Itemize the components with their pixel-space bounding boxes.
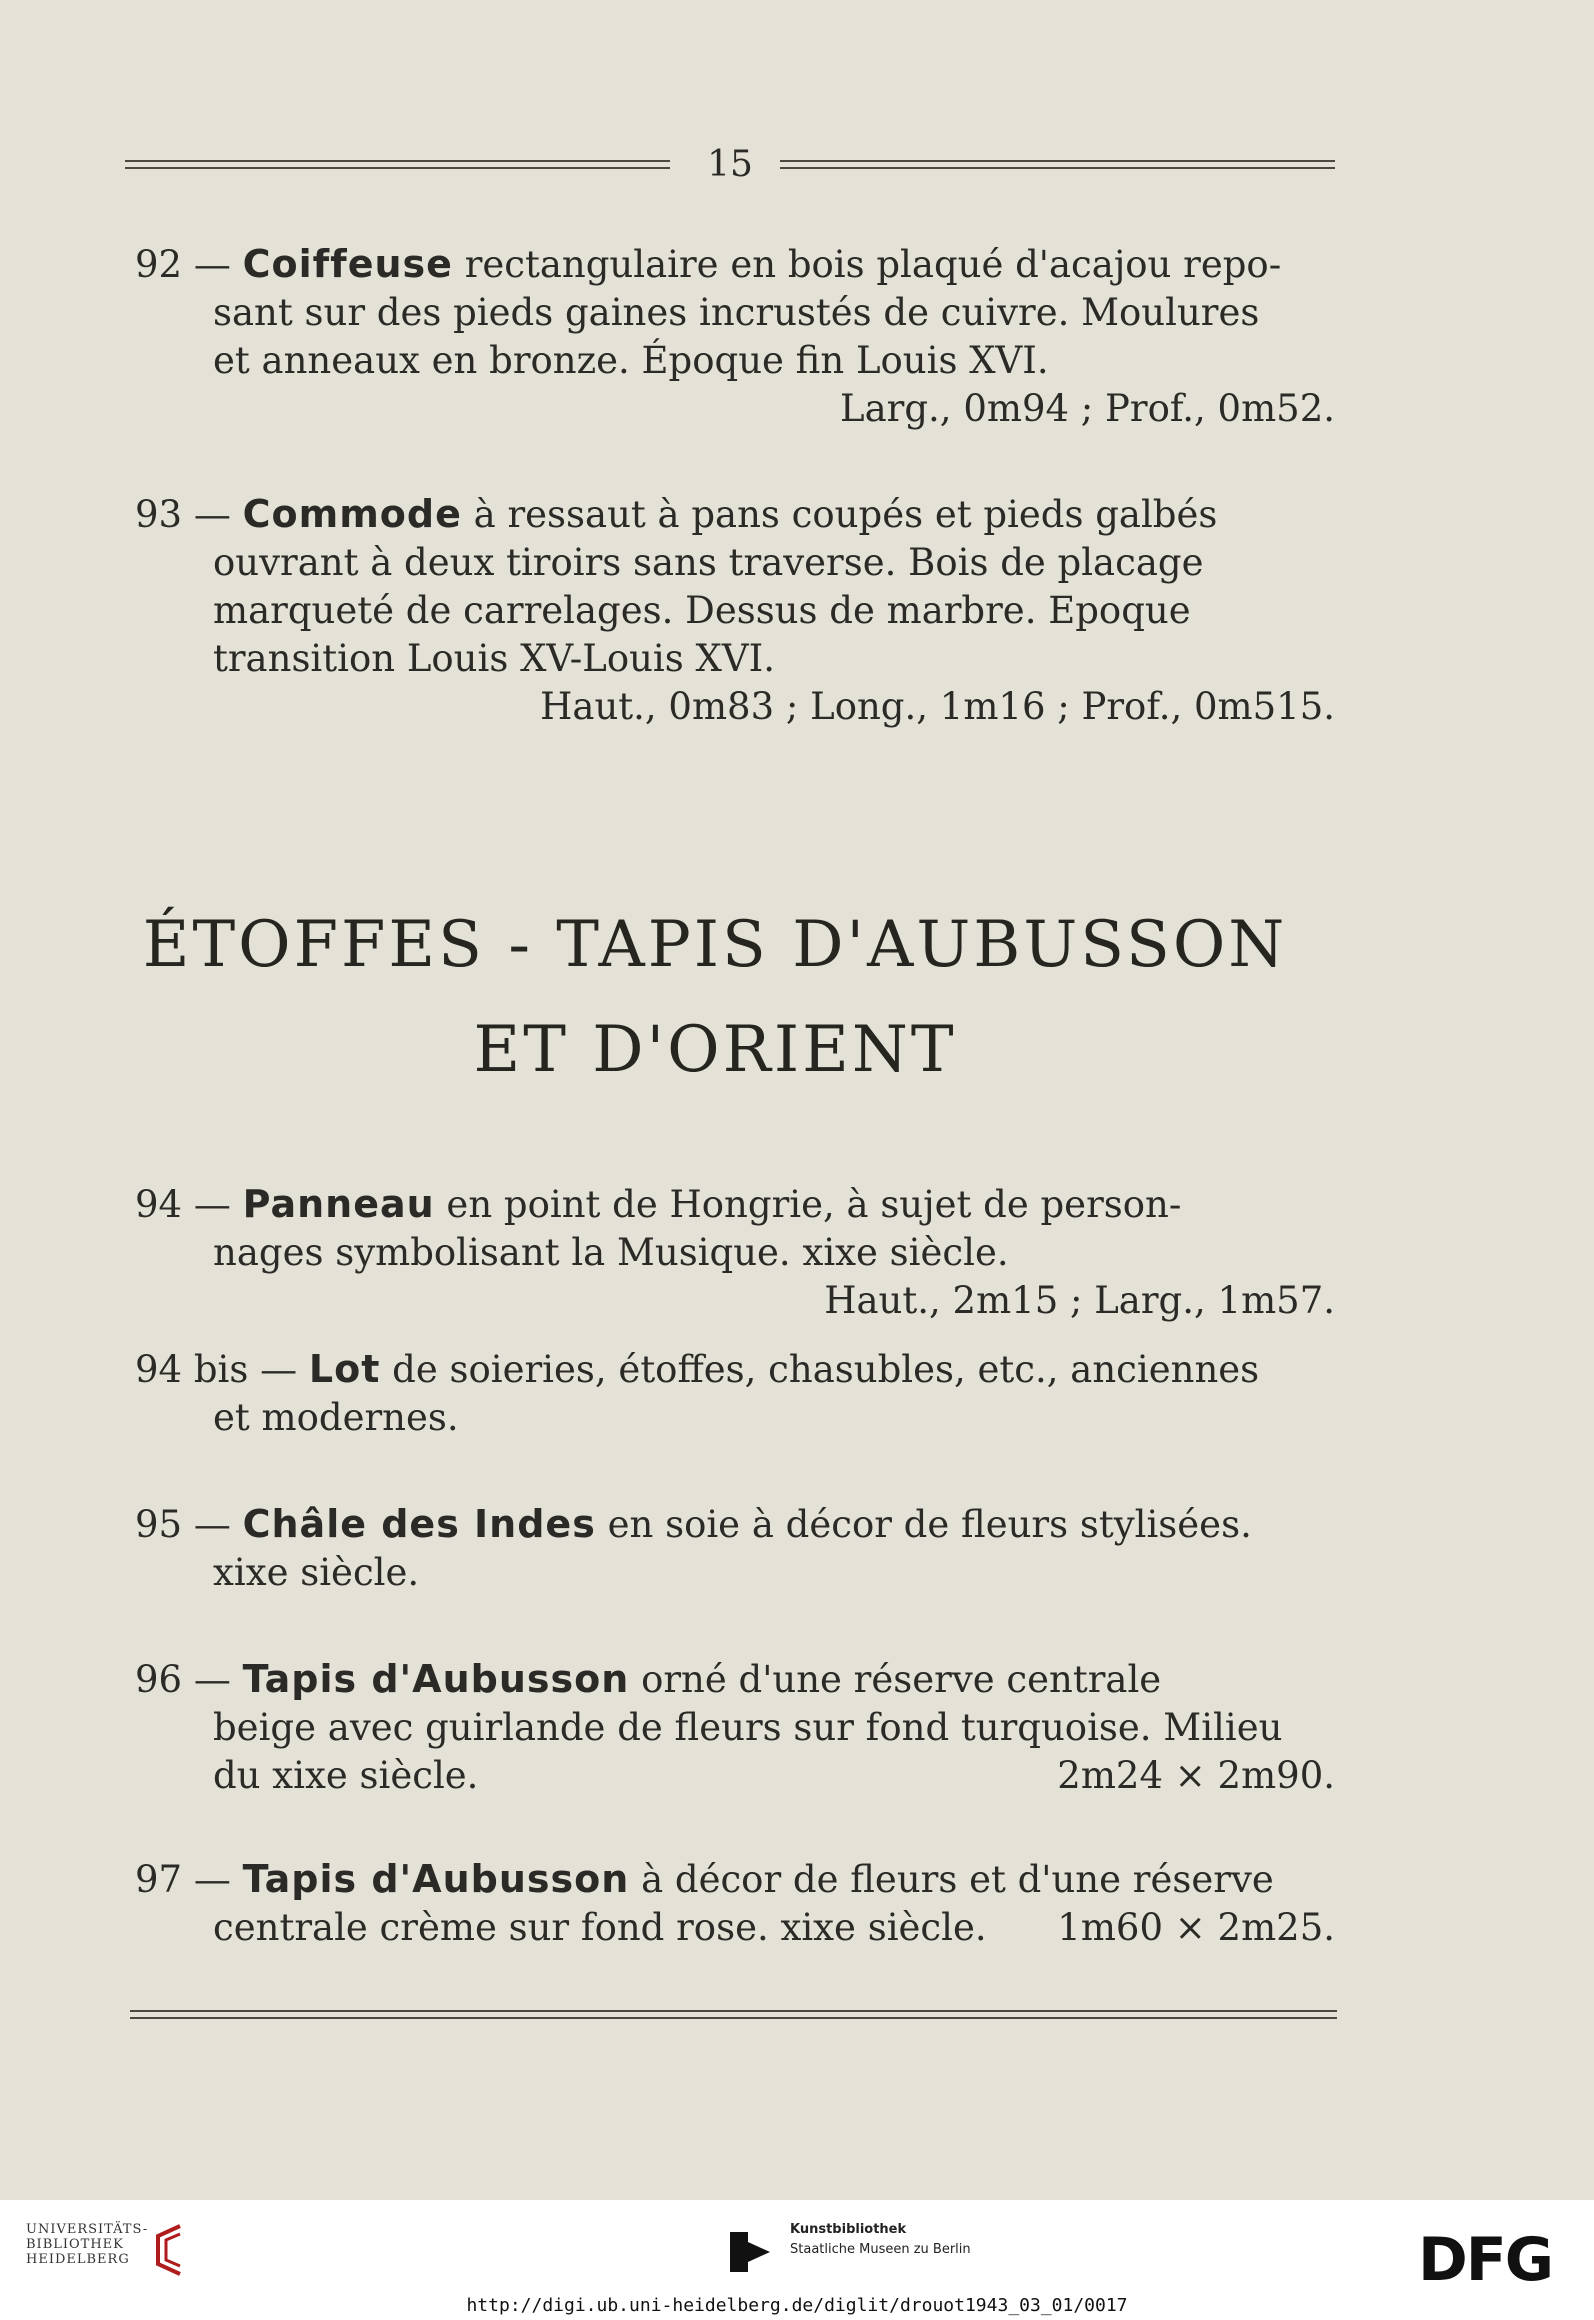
catalogue-entry-93	[135, 490, 1335, 731]
entry-number: 93 —	[135, 493, 231, 536]
entry-text: de soieries, étoffes, chasubles, etc., anciennes	[392, 1348, 1260, 1391]
catalogue-entry-95	[135, 1500, 1335, 1597]
entry-text: en point de Hongrie, à sujet de person-	[446, 1183, 1182, 1226]
entry-number: 96 —	[135, 1658, 231, 1701]
entry-title: Panneau	[242, 1182, 435, 1226]
entry-last-line	[135, 1904, 1335, 1952]
entry-title: Tapis d'Aubusson	[242, 1657, 630, 1701]
entry-dimensions: Larg., 0m94 ; Prof., 0m52.	[840, 387, 1335, 430]
catalogue-entry-92	[135, 240, 1335, 433]
entry-number: 94 bis —	[135, 1348, 298, 1391]
entry-number: 94 —	[135, 1183, 231, 1226]
source-url[interactable]: http://digi.ub.uni-heidelberg.de/diglit/drouot1943_03_01/0017	[466, 2295, 1128, 2316]
section-heading-line1: ÉTOFFES - TAPIS D'AUBUSSON	[142, 908, 1288, 982]
entry-dimensions: 1m60 × 2m25.	[1057, 1906, 1335, 1949]
entry-title: Châle des Indes	[242, 1502, 596, 1546]
entry-text: marqueté de carrelages. Dessus de marbre. Epoque	[213, 589, 1191, 632]
entry-title: Lot	[308, 1347, 381, 1391]
entry-text: à ressaut à pans coupés et pieds galbés	[473, 493, 1218, 536]
catalogue-entry-94bis	[135, 1345, 1335, 1442]
entry-text: nages symbolisant la Musique. xixe siècle.	[213, 1231, 1009, 1274]
university-library-logo-text: UNIVERSITÄTS- BIBLIOTHEK HEIDELBERG	[26, 2222, 149, 2267]
entry-title: Tapis d'Aubusson	[242, 1857, 630, 1901]
entry-dimensions: Haut., 2m15 ; Larg., 1m57.	[824, 1279, 1335, 1322]
entry-text: beige avec guirlande de fleurs sur fond turquoise. Milieu	[213, 1706, 1283, 1749]
catalogue-entry-97	[135, 1855, 1335, 1952]
entry-text: en soie à décor de fleurs stylisées.	[607, 1503, 1252, 1546]
entry-text: transition Louis XV-Louis XVI.	[213, 637, 775, 680]
bottom-rule	[130, 2010, 1337, 2019]
dfg-logo: DFG	[1418, 2225, 1553, 2295]
entry-text: et anneaux en bronze. Époque fin Louis XVI.	[213, 339, 1049, 382]
entry-text: sant sur des pieds gaines incrustés de cuivre. Moulures	[213, 291, 1260, 334]
entry-text: xixe siècle.	[213, 1551, 420, 1594]
entry-dimensions: 2m24 × 2m90.	[1057, 1754, 1335, 1797]
university-library-logo-icon	[150, 2220, 188, 2280]
entry-number: 95 —	[135, 1503, 231, 1546]
entry-text: du xixe siècle.	[213, 1754, 479, 1797]
catalogue-entry-94	[135, 1180, 1335, 1325]
entry-title: Commode	[242, 492, 462, 536]
entry-number: 92 —	[135, 243, 231, 286]
entry-title: Coiffeuse	[242, 242, 453, 286]
digitization-footer	[0, 2200, 1594, 2320]
page-number: 15	[707, 144, 753, 185]
kunstbibliothek-logo-text: Kunstbibliothek Staatliche Museen zu Berlin	[790, 2222, 971, 2257]
entry-number: 97 —	[135, 1858, 231, 1901]
entry-text: ouvrant à deux tiroirs sans traverse. Bois de placage	[213, 541, 1204, 584]
page-header	[125, 140, 1335, 190]
entry-text: orné d'une réserve centrale	[641, 1658, 1162, 1701]
entry-text: centrale crème sur fond rose. xixe siècle.	[213, 1906, 987, 1949]
entry-text: rectangulaire en bois plaqué d'acajou repo-	[464, 243, 1282, 286]
kunstbibliothek-logo-icon	[726, 2228, 774, 2276]
entry-dimensions: Haut., 0m83 ; Long., 1m16 ; Prof., 0m515.	[540, 685, 1335, 728]
entry-text: à décor de fleurs et d'une réserve	[641, 1858, 1274, 1901]
section-heading-line2: ET D'ORIENT	[473, 1013, 957, 1087]
entry-text: et modernes.	[213, 1396, 459, 1439]
header-rule-right	[780, 160, 1335, 169]
catalogue-entry-96	[135, 1655, 1335, 1800]
entry-last-line	[135, 1752, 1335, 1800]
